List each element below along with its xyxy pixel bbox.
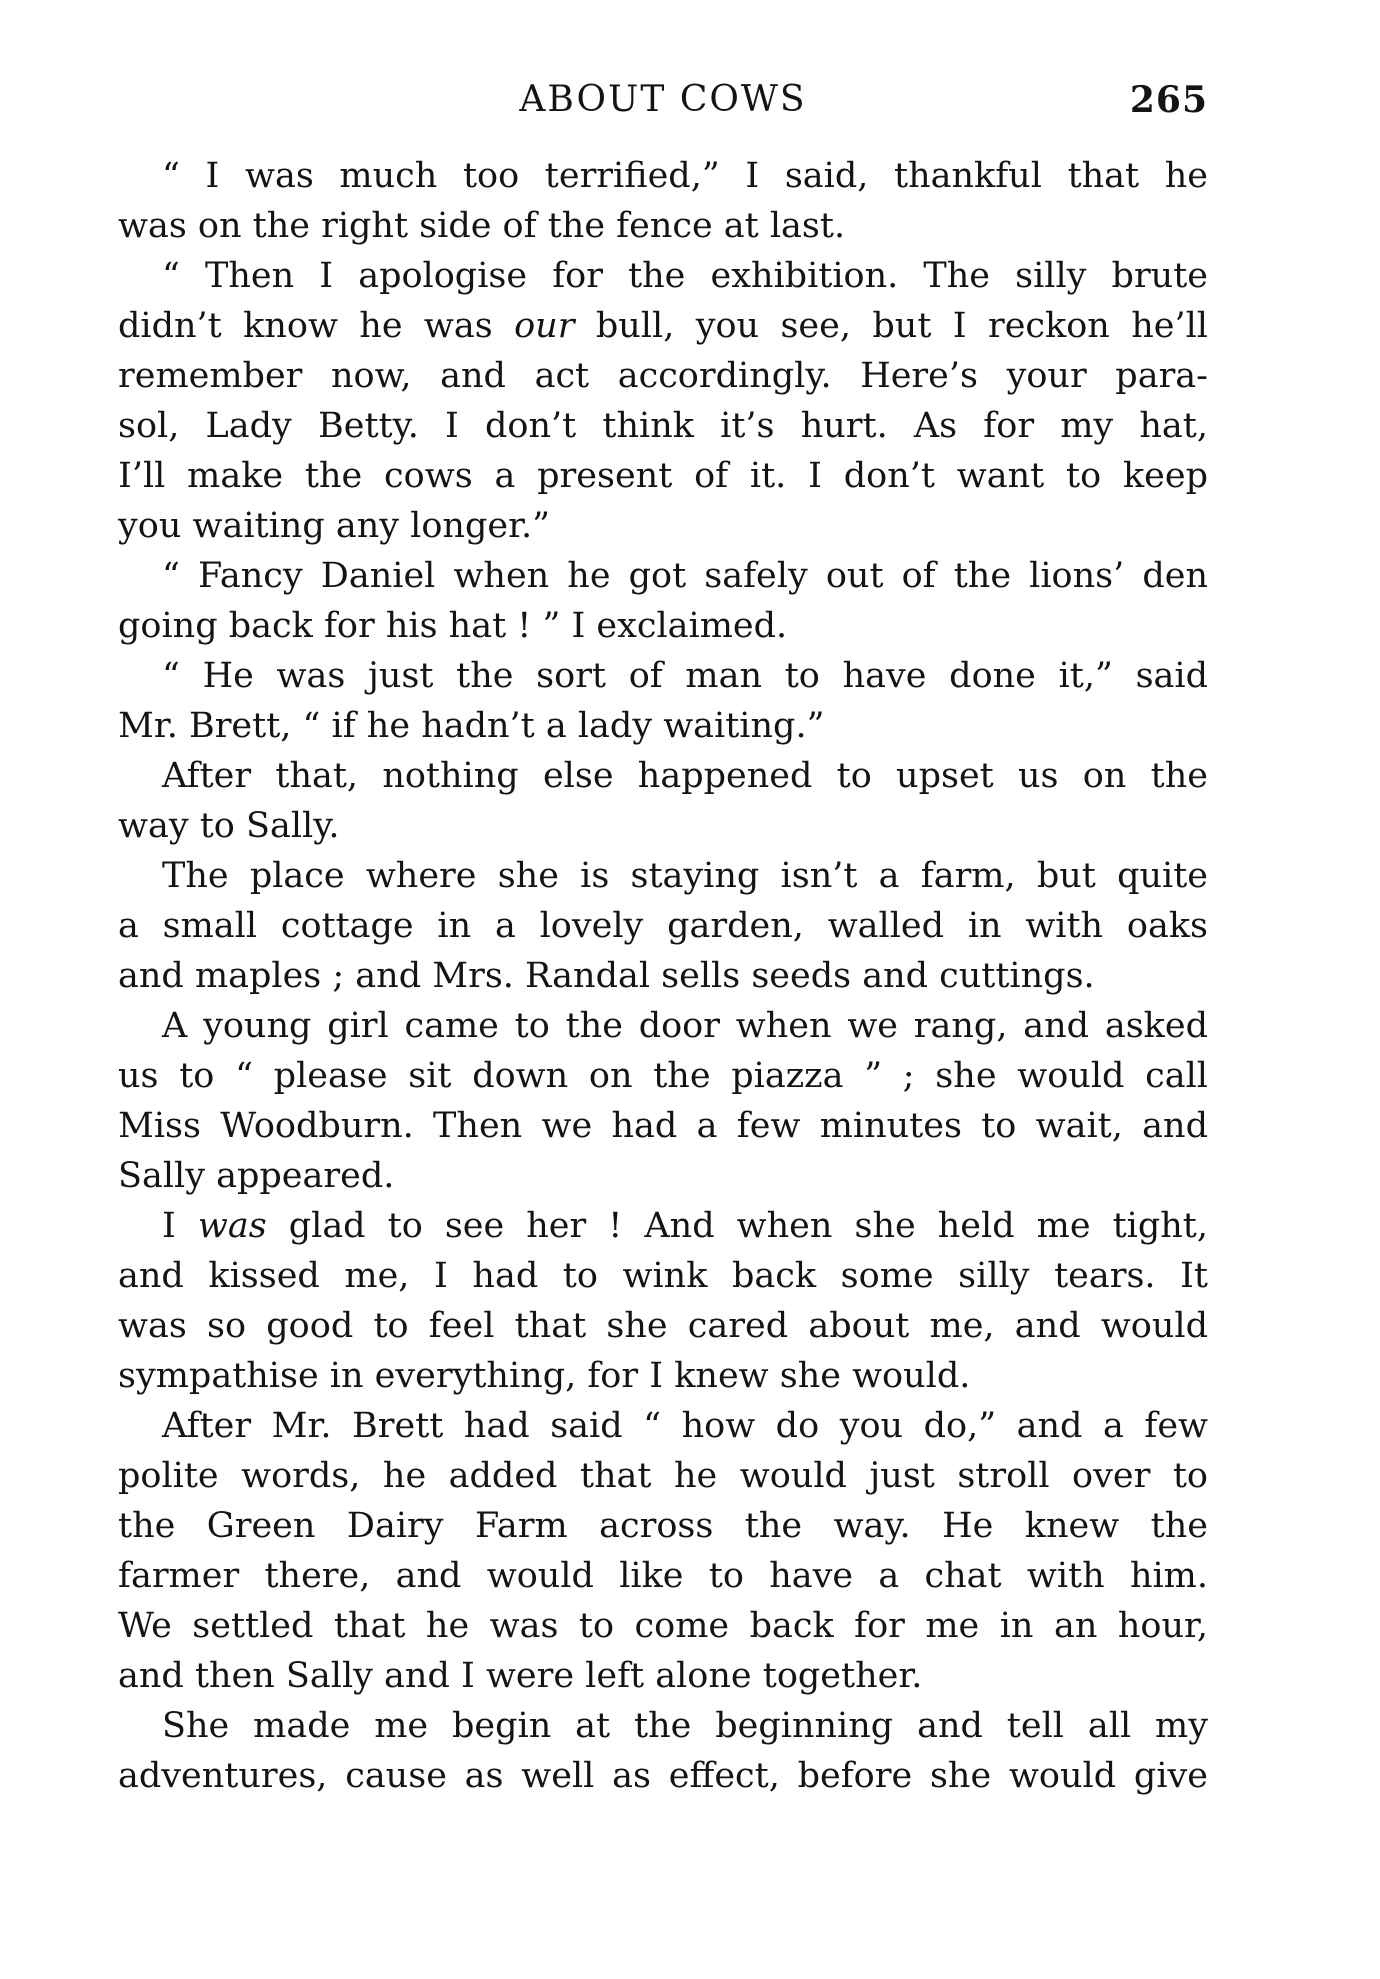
page-number: 265: [1129, 79, 1208, 121]
paragraph: [118, 1001, 1208, 1201]
text-line: remember now, and act accordingly. Here’s your para-: [118, 356, 1208, 396]
text-line: We settled that he was to come back for me in an hour,: [118, 1606, 1208, 1646]
text-line: a small cottage in a lovely garden, walled in with oaks: [118, 906, 1208, 946]
text-line: Mr. Brett, “ if he hadn’t a lady waiting.”: [118, 706, 825, 746]
text-line: After that, nothing else happened to upset us on the: [162, 756, 1208, 796]
paragraph: [118, 1201, 1208, 1401]
text-line: us to “ please sit down on the piazza ” ; she would call: [118, 1056, 1208, 1096]
text-line: “ He was just the sort of man to have done it,” said: [162, 656, 1208, 696]
paragraph: [118, 1701, 1208, 1801]
emphasis: our: [514, 306, 575, 346]
text-line: She made me begin at the beginning and tell all my: [162, 1706, 1208, 1746]
text-line: was so good to feel that she cared about me, and would: [118, 1306, 1208, 1346]
text-line: “ Then I apologise for the exhibition. The silly brute: [162, 256, 1208, 296]
running-head: ABOUT COWS: [519, 79, 807, 120]
body-text: [118, 151, 1208, 1831]
text-line: Miss Woodburn. Then we had a few minutes to wait, and: [118, 1106, 1208, 1146]
text-line: and kissed me, I had to wink back some silly tears. It: [118, 1256, 1208, 1296]
paragraph: [118, 251, 1208, 551]
text-line: I was glad to see her ! And when she held me tight,: [162, 1206, 1208, 1246]
paragraph: [118, 551, 1208, 651]
text-line: After Mr. Brett had said “ how do you do,” and a few: [162, 1406, 1208, 1446]
text-line: way to Sally.: [118, 806, 340, 846]
text-line: and maples ; and Mrs. Randal sells seeds and cuttings.: [118, 956, 1095, 996]
text-line: “ I was much too terrified,” I said, thankful that he: [162, 156, 1208, 196]
text-line: sympathise in everything, for I knew she would.: [118, 1356, 971, 1396]
text-line: adventures, cause as well as effect, before she would give: [118, 1756, 1208, 1796]
text-line: going back for his hat ! ” I exclaimed.: [118, 606, 788, 646]
text-line: sol, Lady Betty. I don’t think it’s hurt. As for my hat,: [118, 406, 1208, 446]
text-line: the Green Dairy Farm across the way. He knew the: [118, 1506, 1208, 1546]
text-line: didn’t know he was our bull, you see, but I reckon he’ll: [118, 306, 1208, 346]
text-line: and then Sally and I were left alone together.: [118, 1656, 923, 1696]
text-line: Sally appeared.: [118, 1156, 395, 1196]
paragraph: [118, 751, 1208, 851]
text-line: I’ll make the cows a present of it. I don’t want to keep: [118, 456, 1208, 496]
text-line: A young girl came to the door when we rang, and asked: [162, 1006, 1208, 1046]
text-line: polite words, he added that he would just stroll over to: [118, 1456, 1208, 1496]
page-header: [118, 70, 1208, 130]
text-line: “ Fancy Daniel when he got safely out of the lions’ den: [162, 556, 1208, 596]
paragraph: [118, 851, 1208, 1001]
paragraph: [118, 1401, 1208, 1701]
text-line: you waiting any longer.”: [118, 506, 550, 546]
emphasis: was: [197, 1206, 267, 1246]
text-line: The place where she is staying isn’t a farm, but quite: [162, 856, 1208, 896]
paragraph: [118, 151, 1208, 251]
text-line: farmer there, and would like to have a chat with him.: [118, 1556, 1208, 1596]
text-line: was on the right side of the fence at last.: [118, 206, 846, 246]
paragraph: [118, 651, 1208, 751]
